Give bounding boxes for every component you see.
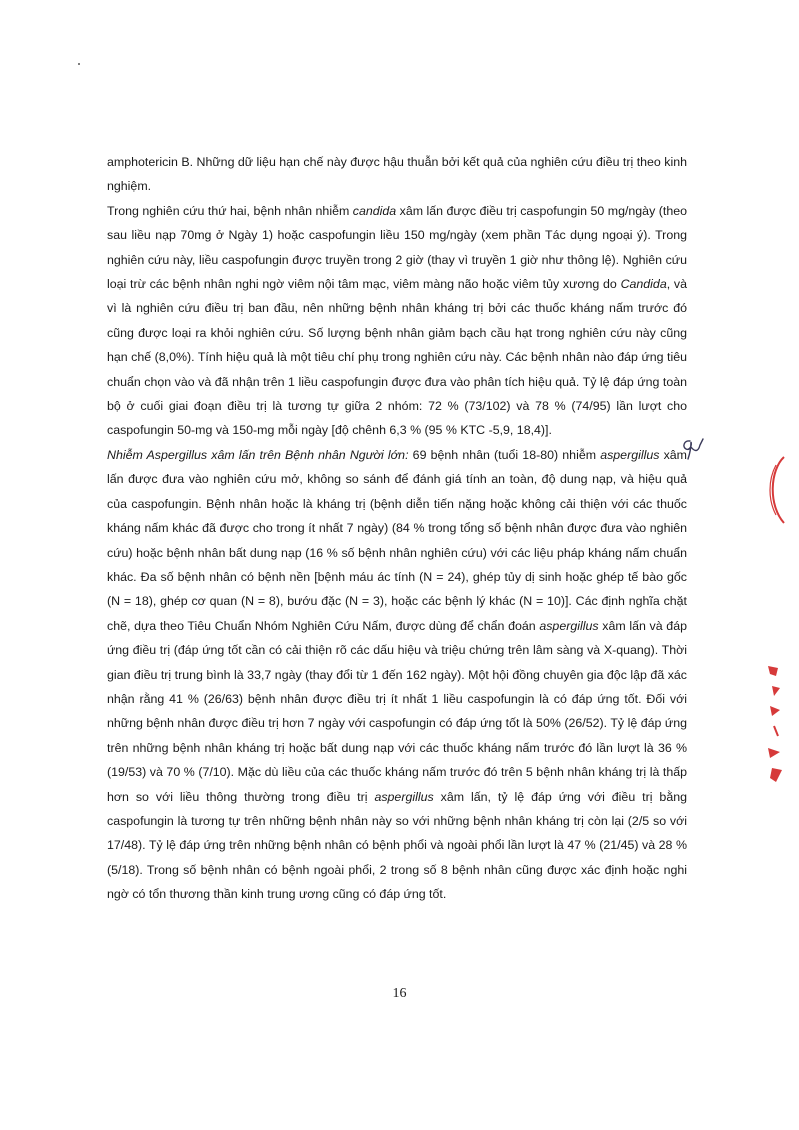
stamp-fragments-icon (762, 662, 788, 792)
text-span: amphotericin B. Những dữ liệu hạn chế này được hậu thuẫn bởi kết quả của nghiên cứu điều trị theo kinh nghiệm. (107, 155, 687, 194)
paragraph (107, 150, 687, 199)
italic-span: aspergillus (539, 618, 599, 633)
body-text (107, 150, 687, 907)
stamp-edge-icon (762, 455, 786, 525)
text-span: Trong nghiên cứu thứ hai, bệnh nhân nhiễm (107, 203, 353, 218)
italic-span: Candida (620, 277, 667, 292)
page-number: 16 (392, 986, 407, 1001)
text-span: 69 bệnh nhân (tuổi 18-80) nhiễm (408, 447, 601, 462)
text-span: , và vì là nghiên cứu điều trị ban đầu, nên những bệnh nhân kháng trị bởi các thuốc kháng nấm trước đó cũng được loại ra khỏi nghiên cứu. Số lượng bệnh nhân giảm bạch cầu hạt trong nghiên cứu này cũng hạn chế (8,0%). Tính hiệu quả là một tiêu chí phụ trong nghiên cứu này. Các bệnh nhân nào đáp ứng tiêu chuẩn chọn vào và đã nhận trên 1 liều caspofungin được đưa vào phân tích hiệu quả. Tỷ lệ đáp ứng toàn bộ ở cuối giai đoạn điều trị là tương tự giữa 2 nhóm: 72 % (73/102) và 78 % (74/95) lần lượt cho caspofungin 50-mg và 150-mg mỗi ngày [độ chênh 6,3 % (95 % KTC -5,9, 18,4)]. (107, 277, 687, 438)
text-span: xâm lấn được đưa vào nghiên cứu mở, không so sánh để đánh giá tính an toàn, độ dung nạp, và hiệu quả của caspofungin. Bệnh nhân hoặc là kháng trị (bệnh diễn tiến nặng hoặc không cải thiện với các thuốc kháng nấm khác đã được cho trong ít nhất 7 ngày) (84 % trong tổng số bệnh nhân được đưa vào nghiên cứu) hoặc bệnh nhân bất dung nạp (16 % số bệnh nhân nghiên cứu) với các liệu pháp kháng nấm chuẩn khác. Đa số bệnh nhân có bệnh nền [bệnh máu ác tính (N = 24), ghép tủy dị sinh hoặc ghép tế bào gốc (N = 18), ghép cơ quan (N = 8), bướu đặc (N = 3), hoặc các bệnh lý khác (N = 10)]. Các định nghĩa chặt chẽ, dựa theo Tiêu Chuẩn Nhóm Nghiên Cứu Nấm, được dùng để chẩn đoán (107, 447, 688, 633)
paragraph (107, 443, 687, 907)
scan-speck (78, 63, 80, 65)
text-span: xâm lấn và đáp ứng điều trị (đáp ứng tốt cần có cải thiện rõ các dấu hiệu và triệu chứng trên lâm sàng và X-quang). Thời gian điều trị trung bình là 33,7 ngày (thay đổi từ 1 đến 162 ngày). Một hội đồng chuyên gia độc lập đã xác nhận rằng 41 % (26/63) bệnh nhân được điều trị ít nhất 1 liều caspofungin là có đáp ứng tốt. Đối với những bệnh nhân được điều trị hơn 7 ngày với caspofungin có đáp ứng tốt là 50% (26/52). Tỷ lệ đáp ứng trên những bệnh nhân kháng trị hoặc bất dung nạp với các thuốc kháng nấm trước đó lần lượt là 36 % (19/53) và 70 % (7/10). Mặc dù liều của các thuốc kháng nấm trước đó trên 5 bệnh nhân kháng trị là thấp hơn so với liều thông thường trong điều trị (107, 618, 687, 804)
italic-span: aspergillus (374, 789, 434, 804)
italic-span: candida (352, 203, 397, 218)
text-span: xâm lấn, tỷ lệ đáp ứng với điều trị bằng caspofungin là tương tự trên những bệnh nhân này so với những bệnh nhân kháng trị còn lại (2/5 so với 17/48). Tỷ lệ đáp ứng trên những bệnh nhân có bệnh phổi và ngoài phổi lần lượt là 47 % (21/45) và 28 % (5/18). Trong số bệnh nhân có bệnh ngoài phổi, 2 trong số 8 bệnh nhân cũng được xác định hoặc nghi ngờ có tổn thương thần kinh trung ương cũng có đáp ứng tốt. (107, 789, 687, 902)
italic-span: aspergillus (600, 447, 660, 462)
handwritten-initials-icon (676, 437, 708, 463)
italic-span: Nhiễm Aspergillus xâm lấn trên Bệnh nhân Người lớn: (107, 447, 409, 462)
text-span: xâm lấn được điều trị caspofungin 50 mg/ngày (theo sau liều nạp 70mg ở Ngày 1) hoặc caspofungin liều 150 mg/ngày (xem phần Tác dụng ngoại ý). Trong nghiên cứu này, liều caspofungin được truyền trong 2 giờ (thay vì truyền 1 giờ như thông lệ). Nghiên cứu loại trừ các bệnh nhân nghi ngờ viêm nội tâm mạc, viêm màng não hoặc viêm tủy xương do (107, 203, 687, 292)
paragraph (107, 199, 687, 443)
